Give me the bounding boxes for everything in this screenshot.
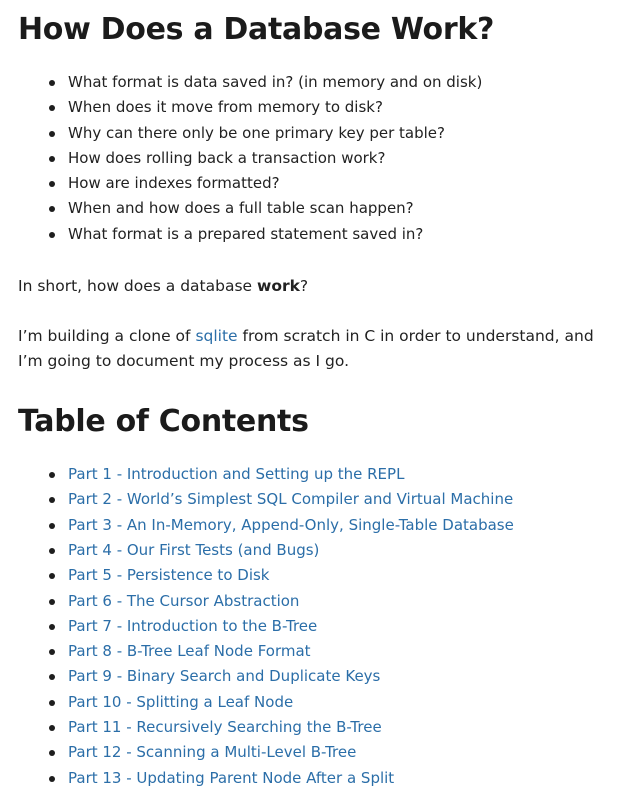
toc-link-part-5[interactable]: Part 5 - Persistence to Disk	[68, 566, 270, 585]
toc-item	[46, 639, 607, 664]
questions-list	[18, 70, 607, 247]
summary-bold: work	[257, 277, 300, 296]
toc-link-part-4[interactable]: Part 4 - Our First Tests (and Bugs)	[68, 540, 320, 559]
toc-title: Table of Contents	[18, 404, 309, 440]
toc-item	[46, 740, 607, 765]
question-item: Why can there only be one primary key per table?	[46, 121, 607, 146]
summary-paragraph	[18, 274, 607, 299]
toc-link-part-7[interactable]: Part 7 - Introduction to the B-Tree	[68, 616, 318, 635]
toc-item	[46, 715, 607, 740]
toc-item	[46, 487, 607, 512]
toc-link-part-12[interactable]: Part 12 - Scanning a Multi-Level B-Tree	[68, 743, 357, 762]
question-item: What format is data saved in? (in memory and on disk)	[46, 70, 607, 95]
toc-item	[46, 538, 607, 563]
toc-link-part-9[interactable]: Part 9 - Binary Search and Duplicate Keys	[68, 667, 381, 686]
toc-item	[46, 462, 607, 487]
toc-link-part-2[interactable]: Part 2 - World’s Simplest SQL Compiler and Virtual Machine	[68, 490, 514, 509]
intro-text: I’m building a clone of	[18, 327, 196, 346]
summary-text: In short, how does a database	[18, 277, 257, 296]
intro-rest: from scratch in C in order to understand, and I’m going to document my process as I go.	[18, 327, 594, 371]
toc-link-part-3[interactable]: Part 3 - An In-Memory, Append-Only, Single-Table Database	[68, 515, 514, 534]
page-title: How Does a Database Work?	[18, 12, 495, 47]
toc-item	[46, 614, 607, 639]
toc-list	[18, 462, 607, 791]
toc-link-part-11[interactable]: Part 11 - Recursively Searching the B-Tree	[68, 718, 382, 737]
question-item: When and how does a full table scan happen?	[46, 196, 607, 221]
toc-link-part-10[interactable]: Part 10 - Splitting a Leaf Node	[68, 692, 294, 711]
toc-link-part-6[interactable]: Part 6 - The Cursor Abstraction	[68, 591, 300, 610]
toc-item	[46, 690, 607, 715]
toc-item	[46, 766, 607, 791]
toc-item	[46, 664, 607, 689]
question-item: How are indexes formatted?	[46, 171, 607, 196]
toc-item	[46, 513, 607, 538]
toc-link-part-13[interactable]: Part 13 - Updating Parent Node After a Split	[68, 768, 395, 787]
toc-item	[46, 563, 607, 588]
summary-end: ?	[299, 277, 309, 296]
sqlite-link[interactable]: sqlite	[195, 327, 238, 346]
toc-item	[46, 589, 607, 614]
toc-link-part-1[interactable]: Part 1 - Introduction and Setting up the REPL	[68, 465, 405, 484]
intro-paragraph	[18, 324, 607, 374]
question-item: When does it move from memory to disk?	[46, 95, 607, 120]
question-item: What format is a prepared statement saved in?	[46, 222, 607, 247]
question-item: How does rolling back a transaction work?	[46, 146, 607, 171]
toc-link-part-8[interactable]: Part 8 - B-Tree Leaf Node Format	[68, 642, 311, 661]
